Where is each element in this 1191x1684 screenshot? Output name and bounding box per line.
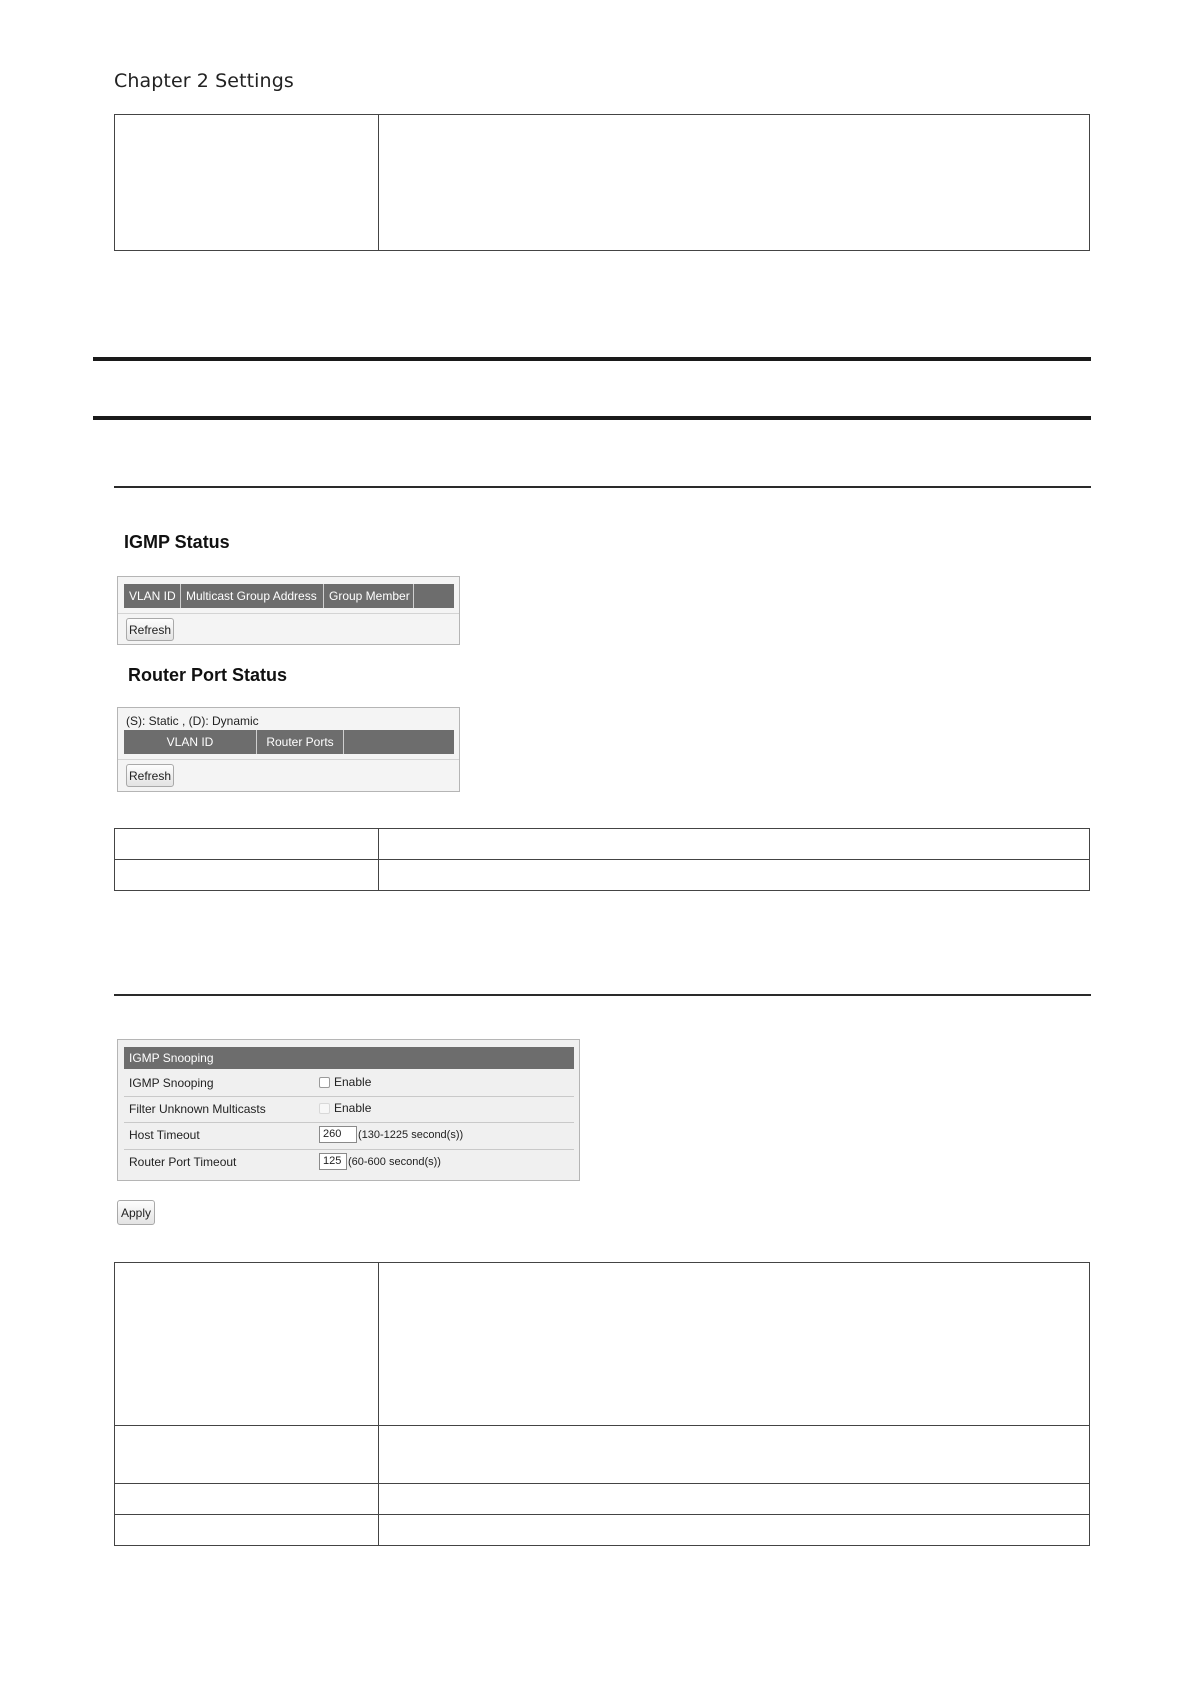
table-cell — [115, 1426, 379, 1484]
router-port-timeout-row — [124, 1150, 580, 1174]
column-header — [344, 730, 454, 754]
section-rule — [93, 416, 1091, 420]
igmp-status-table-header — [124, 584, 454, 608]
column-header: VLAN ID — [124, 584, 181, 608]
column-header: Router Ports — [257, 730, 344, 754]
host-timeout-row — [124, 1123, 580, 1147]
table-cell — [115, 1484, 379, 1515]
igmp-snooping-enable-checkbox[interactable] — [319, 1077, 330, 1088]
column-header: Multicast Group Address — [181, 584, 324, 608]
igmp-snooping-section-header — [124, 1047, 574, 1069]
router-port-timeout-input[interactable]: 125 — [319, 1153, 347, 1170]
table-cell — [379, 1263, 1090, 1426]
table-cell — [379, 1484, 1090, 1515]
table-cell — [115, 1263, 379, 1426]
row-label: Host Timeout — [129, 1128, 200, 1142]
description-table-bottom — [114, 1262, 1090, 1546]
range-hint: (130-1225 second(s)) — [358, 1128, 464, 1141]
description-table-top — [114, 114, 1090, 251]
table-cell — [115, 829, 379, 860]
router-port-status-panel — [117, 707, 460, 792]
table-cell — [115, 115, 379, 251]
table-cell — [379, 115, 1090, 251]
row-label: IGMP Snooping — [129, 1076, 214, 1090]
section-rule — [93, 357, 1091, 361]
subsection-rule — [114, 486, 1091, 488]
igmp-status-title: IGMP Status — [124, 532, 230, 552]
column-header: VLAN ID — [124, 730, 257, 754]
router-port-legend: (S): Static , (D): Dynamic — [126, 714, 259, 728]
apply-button[interactable]: Apply — [117, 1200, 155, 1225]
column-header — [414, 584, 454, 608]
row-label: Router Port Timeout — [129, 1155, 237, 1169]
refresh-button[interactable]: Refresh — [126, 764, 174, 787]
table-cell — [379, 829, 1090, 860]
row-label: Filter Unknown Multicasts — [129, 1102, 266, 1116]
table-cell — [379, 860, 1090, 891]
igmp-snooping-row — [124, 1071, 580, 1095]
checkbox-label: Enable — [334, 1075, 372, 1089]
filter-unknown-multicasts-checkbox[interactable] — [319, 1103, 330, 1114]
igmp-snooping-panel — [117, 1039, 580, 1181]
router-port-status-title: Router Port Status — [128, 665, 288, 685]
section-title: IGMP Snooping — [129, 1051, 214, 1065]
column-header: Group Member — [324, 584, 414, 608]
subsection-rule — [114, 994, 1091, 996]
table-cell — [379, 1515, 1090, 1546]
refresh-button[interactable]: Refresh — [126, 618, 174, 641]
chapter-header: Chapter 2 Settings — [114, 70, 294, 92]
table-cell — [115, 860, 379, 891]
checkbox-label: Enable — [334, 1101, 372, 1115]
filter-unknown-multicasts-row — [124, 1097, 580, 1121]
description-table-middle — [114, 828, 1090, 891]
host-timeout-input[interactable]: 260 — [319, 1126, 357, 1143]
router-port-table-header — [124, 730, 454, 754]
table-cell — [379, 1426, 1090, 1484]
range-hint: (60-600 second(s)) — [348, 1155, 441, 1168]
divider — [118, 613, 459, 614]
table-cell — [115, 1515, 379, 1546]
divider — [118, 759, 459, 760]
igmp-status-panel — [117, 576, 460, 645]
